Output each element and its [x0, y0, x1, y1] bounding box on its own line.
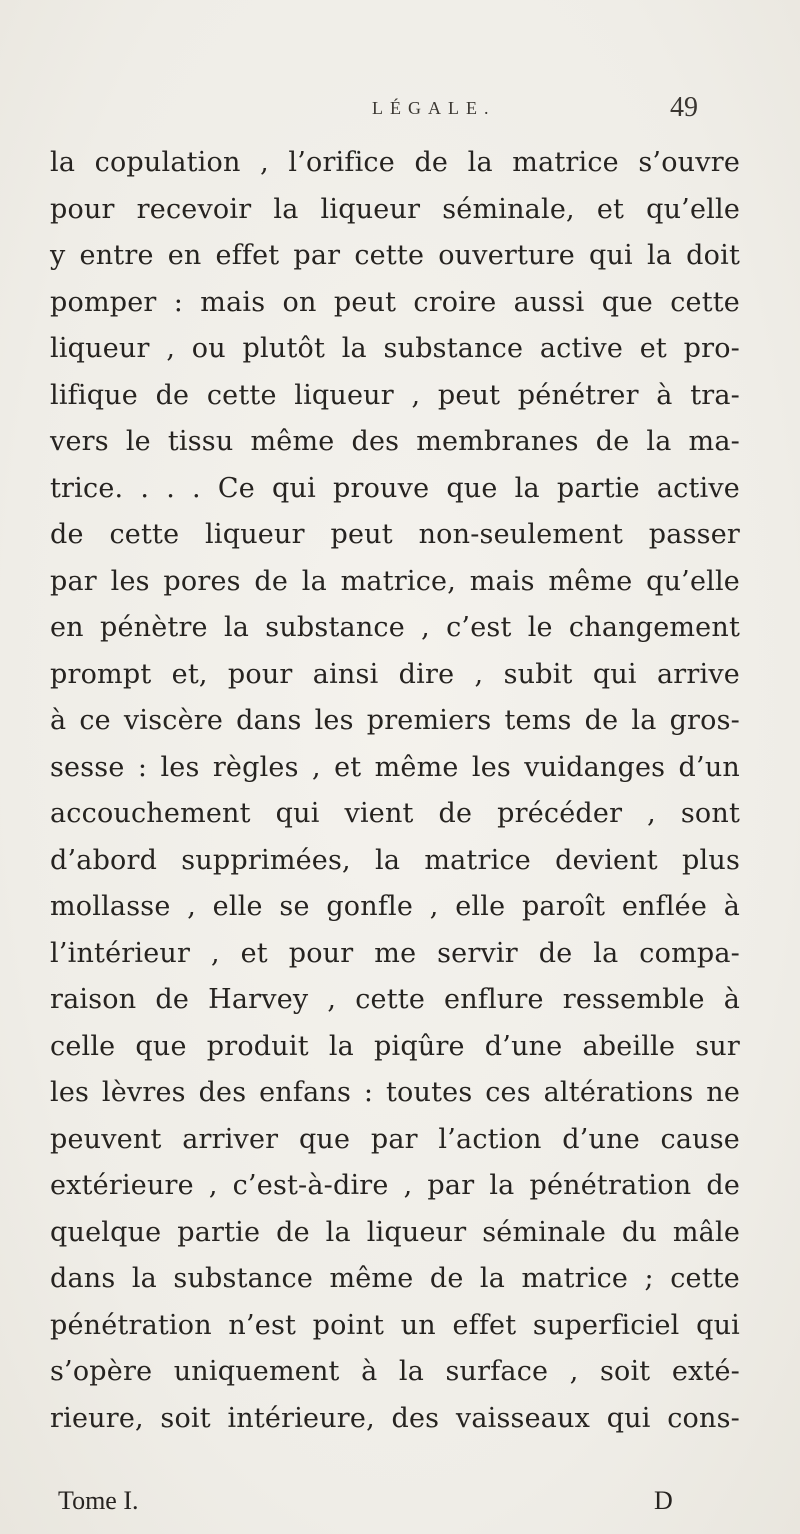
text-line: les lèvres des enfans : toutes ces altérations ne [50, 1077, 740, 1108]
page-number: 49 [670, 92, 698, 123]
text-line: à ce viscère dans les premiers tems de la gros- [50, 705, 740, 736]
signature-mark: D [654, 1486, 673, 1515]
text-line: accouchement qui vient de précéder , sont [50, 798, 740, 829]
text-line: la copulation , l’orifice de la matrice s’ouvre [50, 147, 740, 178]
body-text [50, 140, 740, 1442]
text-line: mollasse , elle se gonfle , elle paroît enflée à [50, 891, 740, 922]
text-line: pour recevoir la liqueur séminale, et qu’elle [50, 193, 740, 225]
text-line: y entre en effet par cette ouverture qui la doit [50, 240, 740, 271]
volume-label: Tome I. [58, 1486, 139, 1515]
running-title: LÉGALE. [372, 98, 496, 118]
text-line: d’abord supprimées, la matrice devient plus [50, 844, 740, 876]
text-line: pénétration n’est point un effet superficiel qui [50, 1309, 740, 1341]
text-line: de cette liqueur peut non-seulement passer [50, 519, 740, 550]
text-line: trice. . . . Ce qui prouve que la partie active [50, 472, 740, 504]
text-line: rieure, soit intérieure, des vaisseaux qui cons- [50, 1402, 740, 1434]
page-footer [50, 1486, 740, 1526]
text-line: vers le tissu même des membranes de la ma- [50, 426, 740, 457]
text-line: quelque partie de la liqueur séminale du mâle [50, 1216, 740, 1248]
text-line: en pénètre la substance , c’est le changement [50, 612, 740, 643]
text-line: lifique de cette liqueur , peut pénétrer à tra- [50, 379, 740, 411]
text-line: extérieure , c’est-à-dire , par la pénétration de [50, 1170, 740, 1201]
text-line: liqueur , ou plutôt la substance active et pro- [50, 333, 740, 364]
text-line: prompt et, pour ainsi dire , subit qui arrive [50, 658, 740, 690]
text-line: sesse : les règles , et même les vuidanges d’un [50, 751, 740, 783]
text-line: l’intérieur , et pour me servir de la compa- [50, 937, 740, 969]
text-line: peuvent arriver que par l’action d’une cause [50, 1123, 740, 1155]
text-line: celle que produit la piqûre d’une abeille sur [50, 1030, 740, 1062]
text-line: par les pores de la matrice, mais même qu’elle [50, 565, 740, 597]
text-line: raison de Harvey , cette enflure ressemble à [50, 984, 740, 1015]
text-line: pomper : mais on peut croire aussi que cette [50, 286, 740, 318]
text-line: dans la substance même de la matrice ; cette [50, 1263, 740, 1294]
text-line: s’opère uniquement à la surface , soit exté- [50, 1356, 740, 1387]
